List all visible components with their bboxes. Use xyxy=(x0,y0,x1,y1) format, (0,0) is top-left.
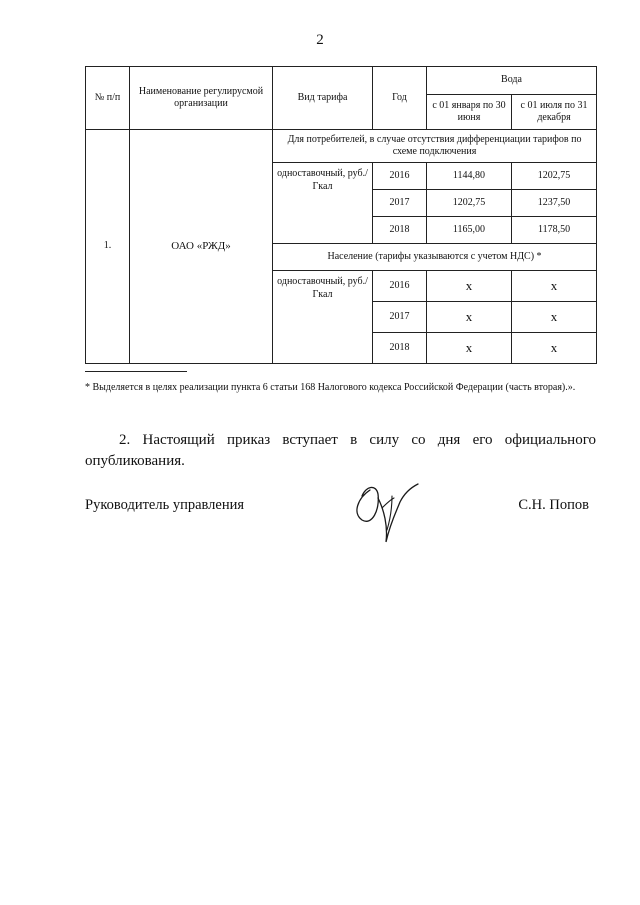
handwritten-signature xyxy=(340,468,440,548)
year-cell: 2018 xyxy=(373,217,427,244)
organization-name: ОАО «РЖД» xyxy=(130,130,273,364)
value-cell: х xyxy=(512,271,597,302)
section-row xyxy=(86,130,597,163)
year-cell: 2018 xyxy=(373,333,427,364)
section-title: Население (тарифы указываются с учетом НДС) * xyxy=(273,244,597,271)
footnote: * Выделяется в целях реализации пункта 6 статьи 168 Налогового кодекса Российской Федерации (часть вторая).». xyxy=(85,382,576,393)
value-cell: х xyxy=(512,333,597,364)
header-period-2: с 01 июля по 31 декабря xyxy=(512,95,597,130)
value-cell: х xyxy=(427,302,512,333)
value-cell: х xyxy=(427,333,512,364)
header-organization: Наименование регулирусмой организации xyxy=(130,67,273,130)
header-tariff-type: Вид тарифа xyxy=(273,67,373,130)
row-number: 1. xyxy=(86,130,130,364)
value-cell: 1165,00 xyxy=(427,217,512,244)
page-number: 2 xyxy=(316,32,324,48)
value-cell: 1202,75 xyxy=(427,190,512,217)
tariff-table xyxy=(85,66,597,364)
value-cell: х xyxy=(427,271,512,302)
value-cell: 1237,50 xyxy=(512,190,597,217)
footnote-divider xyxy=(85,371,187,372)
signatory-title: Руководитель управления xyxy=(85,497,245,513)
signatory-name: С.Н. Попов xyxy=(518,497,589,513)
header-row xyxy=(86,67,597,95)
tariff-type-cell: одноставочный, руб./Гкал xyxy=(273,271,373,364)
order-paragraph: 2. Настоящий приказ вступает в силу со дня его официального опубликования. xyxy=(85,432,596,469)
value-cell: 1144,80 xyxy=(427,163,512,190)
year-cell: 2016 xyxy=(373,163,427,190)
value-cell: 1178,50 xyxy=(512,217,597,244)
year-cell: 2017 xyxy=(373,190,427,217)
value-cell: 1202,75 xyxy=(512,163,597,190)
header-year: Год xyxy=(373,67,427,130)
section-title: Для потребителей, в случае отсутствия дифференциации тарифов по схеме подключения xyxy=(273,130,597,163)
year-cell: 2017 xyxy=(373,302,427,333)
header-num: № п/п xyxy=(86,67,130,130)
tariff-type-cell: одноставочный, руб./Гкал xyxy=(273,163,373,244)
year-cell: 2016 xyxy=(373,271,427,302)
header-water: Вода xyxy=(427,67,597,95)
value-cell: х xyxy=(512,302,597,333)
header-period-1: с 01 января по 30 июня xyxy=(427,95,512,130)
